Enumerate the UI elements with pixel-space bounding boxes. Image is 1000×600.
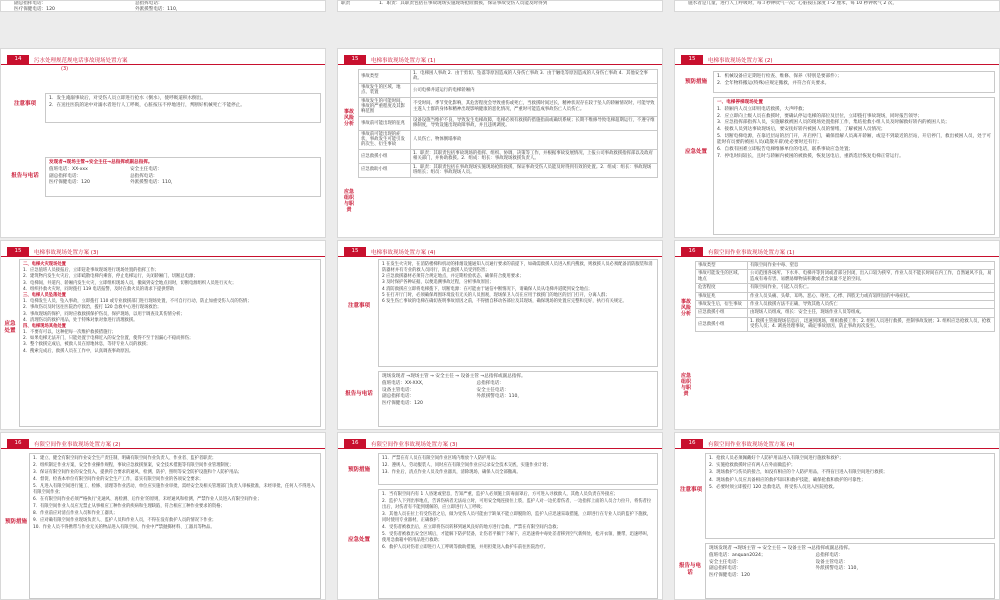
list-item: 3．整个救援完成后，被救人员在原地休息，等待专业人员的救援； — [23, 342, 151, 348]
table-row — [359, 149, 658, 163]
list-item: 1．不要有可以，这种把每一次维护救援措施行； — [23, 330, 116, 336]
section-label: 报告与电话 — [11, 173, 39, 179]
response-box — [713, 97, 995, 235]
table-row — [696, 284, 995, 292]
section-label: 预防措施 — [347, 467, 370, 473]
phone-line: 副总指挥电话： — [382, 394, 415, 400]
slide-16-2 — [0, 432, 326, 600]
list-item: 1．电梯发生人员、坠入事故，立即拨打 110 或专业救援部门进行现场处置，不可自行行动，防止加重受伤人员的伤情； — [23, 299, 252, 305]
table-cell: 公司电梯井道运行的电梯轿厢内 — [411, 83, 658, 97]
phone-line: 外派援警电话：110， — [815, 566, 862, 572]
slide-16-3 — [337, 432, 663, 600]
notes-box — [45, 93, 321, 123]
phone-line: 值班电话：XX-XXX， — [382, 380, 427, 386]
list-item: 3 及时保护各种证据，以便追溯事故过程，分析事故原因； — [382, 280, 494, 286]
table-cell: 事故可能发生的区域、地点 — [696, 270, 748, 284]
list-item: 3．事故现场的保护，同时应救救援保护伤员，保护现场，以用于调查及其伤情分析； — [23, 311, 185, 317]
list-item: 6．救护人员对伤者立即进行人工呼吸等救助措施，并用担架送入救护车前往医院治疗。 — [382, 544, 549, 550]
list-item: 1．抢救人员必须佩戴好个人防护用品进入有限空间进行施救和救护； — [709, 456, 844, 461]
strip-text: 外派援警电话：110， — [134, 6, 181, 12]
list-item: 4 消防救援应立即将电梯拨下，切断电源：在可能由于通信中断情况下，请确保人员从电梯井道爬到安全地点； — [382, 286, 593, 292]
list-item: 4．组织扑救火灾时，同时拨打 119 电话报警，及时在救火员的请求下提供帮助 — [23, 286, 175, 292]
table-row — [696, 309, 995, 317]
slide-16-1 — [674, 240, 1000, 430]
table-cell: 事故类型 — [359, 70, 411, 84]
table-row — [696, 292, 995, 300]
phone-line: 外派援警电话：110， — [129, 180, 176, 186]
table-cell: 不受时间、季节变化影响，其危害程度会导致重伤或死亡，当救援时间过长，精神状况存在较于坠人的轿厢情况时，可能导致主遂人士群的身体和精神出现影响健康的恶化情况，严重时可能造成事故伤亡人员伤亡。 — [411, 97, 658, 116]
table-cell: 1．电梯困人事故 2．由于剪切、坠落等原因造成的人身伤亡事故 3．由于触电等原因造成的人身伤亡事故 4．其他安全事故。 — [411, 70, 658, 84]
table-cell: 有限空间作业中毒、窒息 — [748, 262, 995, 270]
report-flow: 发现者→现场主管→安全主任→总指挥或副总指挥。 — [49, 160, 153, 165]
list-item: 5．受伤者被救出安全区域后，才能解下防护装备，让伤者平躺于下解下，应迅速将中毒处差者移到空气新鲜处，松开衣领、腰带，迅速呼叫，使用急救箱中的用品进行救助； — [382, 531, 652, 543]
phone-line: 医疗保健电话：120 — [49, 180, 90, 186]
list-item: 4．受伤者被救出后，应立即将伤员转移到通风良好的地方进行急救，严禁在有限空间内急救； — [382, 524, 561, 530]
slide-title: 有限空间作业事故现场处置方案 (2) — [34, 441, 121, 448]
phone-line: 安全主任电话： — [476, 387, 509, 393]
section-label: 预防措施 — [684, 79, 707, 85]
slide-15-1 — [337, 48, 663, 238]
table-cell: 人员伤亡、物体倒塌事故 — [411, 130, 658, 149]
table-cell: 事故发生的区域、地点、装置 — [359, 83, 411, 97]
list-item: 5．凡进入有限空间进行施工、检修、清理等作业活动，单位应实施作业审批，需经安全及相关管理部门负责人审核批准，未经审批，任何人不得进入有限空间作业； — [33, 484, 316, 496]
risk-table — [358, 69, 658, 178]
list-item: 1．建立、健全有限空间作业安全生产责任制，明确有限空间作业负责人、作业者、监护者职责； — [33, 456, 217, 461]
table-cell: 应急救援小组 — [696, 317, 748, 331]
slide-15-2 — [674, 48, 1000, 238]
slide-number: 16 — [681, 439, 703, 448]
section-label: 应急处置 — [684, 149, 707, 155]
risk-table — [695, 261, 995, 332]
slide-number: 16 — [7, 439, 29, 448]
list-item: 3．电梯间、井道内、轿厢内发生火灾，立即组织现场人员，撤离到安全地点同时，切断电源组织人员进行灭火； — [23, 280, 237, 286]
table-cell: 事故前可能出现的症状，事故发生可能引发的次生、衍生事故 — [359, 130, 411, 149]
list-item: 1．当有限空间内有 1 人昏迷或窒息，告知严重，监护人必须施上防毒面罩后，方可进入寻救救人，其他人员负责在外接应； — [382, 492, 618, 497]
notes-box — [705, 453, 995, 539]
report-box — [705, 543, 995, 599]
list-item: 10．作业人员不得携带与作业无关的物品进入有限空间，作业中严禁抛掷材料、工器具等物品。 — [33, 525, 215, 531]
table-row — [696, 270, 995, 284]
table-row — [696, 262, 995, 270]
table-cell: 事故发生后，衍生事故 — [696, 301, 748, 309]
slide-title: 电梯事故现场处置方案 (2) — [708, 57, 773, 64]
phone-line: 安全主任电话： — [709, 559, 742, 565]
phone-line: 总指挥电话： — [129, 173, 158, 179]
table-row — [359, 97, 658, 116]
list-item: 1．机械设备应定期进行检查、维修、保养（特别是要部件）； — [717, 74, 842, 79]
side-label: 应急组织与职责 — [344, 189, 355, 213]
slide-title: 电梯事故现场处置方案 (1) — [371, 57, 436, 64]
list-item: 9．应对确有限空间作业现场负责人、监护人员和作业人员，不得在没有救护人员的情况下作业； — [33, 518, 217, 524]
phone-line: 副总指挥电话： — [709, 566, 742, 572]
slide-title: 有限空间作业事故现场处置方案 (3) — [371, 441, 458, 448]
slide-title: 污水处理规范规电话事故现场处置方案 — [34, 57, 128, 64]
section-heading: 四、电梯现场其他处置 — [23, 323, 66, 329]
section-label: 报告与电话 — [678, 563, 701, 576]
list-item: 4．现场救护人员应具备相应的救护知识和救护技能，确保抢救和救护的可靠性； — [709, 477, 866, 483]
list-item: 4．督促、检查本单位有限空间作业的安全生产工作，落实有限空间作业的各项安全要求； — [33, 477, 204, 482]
side-label: 事故风险分析 — [681, 299, 692, 317]
section-heading: 一、电梯停梯现场处置 — [717, 100, 763, 105]
table-row — [696, 301, 995, 309]
slide-title: 有限空间作业事故现场处置方案 (1) — [708, 249, 795, 256]
slide-number: 15 — [7, 247, 29, 256]
slide-title: 电梯事故现场处置方案 (4) — [371, 249, 436, 256]
slide-15-4 — [337, 240, 663, 430]
report-flow: 现场发现者 →现场主管 → 安全主任 → 设备主管 →总指挥或副总指挥。 — [709, 546, 853, 551]
phone-line: 总指挥电话： — [476, 380, 505, 386]
list-item: 3．现场救护与伤员的接合，如没有相应的个人防护用品，不得盲目进入有限空间进行救援； — [709, 470, 888, 476]
table-row — [359, 130, 658, 149]
list-item: 2．事故伤员及时送往医院治疗救治，拨打 120 急救中心进行现场救治； — [23, 305, 162, 311]
list-item: 1 在发生火灾时，在消防楼梯和机动的排烟设施通知人员通行要求的前提下，如确需救援人员进入机内搜救，则救援人员必须配备消防服装和消防器材并有专业的救人员同行，防止救援人员受到伤害； — [382, 262, 653, 273]
top-strip-mid — [337, 0, 663, 12]
table-cell: 危害程度 — [696, 284, 748, 292]
list-item: 3．保证有限空间作业的安全投入，提供符合要求的通风、检测、防护、照明等安全防护设施和个人防护用品； — [33, 470, 242, 475]
list-item: 5．切断电梯电源，在靠近层站的层门开，开启停门，确保留解人员离开轿厢，或是不到最近的层站，开启停门，救出被困人员，处于可能时有员要的被困人员(疏散开辟)处必要时还有行； — [717, 133, 991, 146]
table-cell: 作业人员头痛、头晕、耳鸣、恶心、呕吐、心悸、四肢无力或有较明显的中毒症状。 — [748, 292, 995, 300]
note-line: 2．在送往医院的途中对溺水者进行人工呼吸，心脏按压不停地进行，判断好机械死亡不能停止。 — [49, 102, 245, 108]
slide-subtitle: (3) — [61, 66, 69, 72]
list-item: 2．如果电梯无法开门，只能处置于电梯近入的安全位置，使得不至于因漏心不稳而摔伤； — [23, 336, 194, 342]
strip-text: 总指挥电话： — [134, 1, 163, 6]
notes-box — [378, 259, 658, 367]
section-label: 预防措施 — [5, 519, 28, 525]
table-cell: 公司范围各场所、下水井、电梯井等封闭或者部分封闭，出入口较为狭窄，作业人员不能长时间在内工作，自然通风不良，易造成有毒有害、易燃易爆物质积聚或者含氧量不足的空间。 — [748, 270, 995, 284]
response-box — [378, 489, 658, 599]
table-row — [359, 70, 658, 84]
phone-line: 值班电话：anquan2024； — [709, 552, 766, 558]
list-item: 11．严禁在有人员在有限空间作业区域内堆放个人防护用品； — [382, 456, 500, 461]
section-label: 注意事项 — [13, 101, 36, 107]
slide-number: 16 — [681, 247, 703, 256]
list-item: 2．建筑物内发生火灾后，立即疏散电梯内乘客，停止电梯运行，关闭轿厢门，切断总电源； — [23, 274, 198, 280]
phone-line: 安全主任电话： — [129, 166, 163, 172]
phone-line: 外派援警电话：110， — [476, 394, 523, 400]
phone-line: 总指挥电话： — [815, 552, 844, 558]
slide-number: 15 — [344, 247, 366, 256]
table-cell: 事故征兆 — [696, 292, 748, 300]
list-item: 2 应急救援器材必须符合规定地点，并定期检验状态，确保符合使用要求； — [382, 274, 524, 279]
section-heading: 二、电梯火灾现场处置 — [23, 262, 66, 267]
table-cell: 事故前可能出现的征兆 — [359, 116, 411, 130]
slide-title: 电梯事故现场处置方案 (3) — [34, 249, 99, 256]
list-item: 2．监护人下到出事地点，告诉伤病者无法站立时，可用安全绳连接住上肢，监护人对一边托着伤者，一边指挥上面的人员合力拉升，将伤者拉出后，对伤者有不能到缓解的，应立即进行人工呼吸； — [382, 498, 652, 510]
prevention-box — [378, 453, 658, 485]
slide-number: 14 — [7, 55, 29, 64]
phone-line: 设备主管电话： — [382, 387, 415, 393]
slide-15-3 — [0, 240, 326, 430]
table-cell: 作业人员救援方法不正确，导致其他人员伤亡 — [748, 301, 995, 309]
list-item: 2．组织制定作业方案，安全作业操作规程，事故应急救援预案，安全技术措施等有限空间作业管理制度； — [33, 463, 234, 468]
table-cell: 应急救援小组 — [359, 149, 411, 163]
list-item: 6 发生伤亡事故的电梯在确切查明事故原因之前，不得擅自移动各部位及其现场，确保现场的处置应完整和完好，执行有关规定。 — [382, 299, 627, 305]
list-item: 2．应立即向上级人员在救援时，要确认停运电梯的部位及层位，立即拨打事故现场，同时报告领导； — [717, 113, 923, 119]
table-cell: 应急救助小组 — [359, 163, 411, 177]
strip-text: 施水者是儿童，进行人工呼吸时，每３秒钟吹气一次；心脏按压深度１-2 厘米，每 10 秒钟吹气 2 次， — [688, 1, 897, 6]
table-cell: 事故发生的可能时间、事故的严重程度及其影响范围 — [359, 97, 411, 116]
slide-14 — [0, 48, 326, 238]
prevention-box — [29, 453, 321, 599]
phone-line: 医疗保健电话：120 — [709, 573, 750, 579]
phone-line: 副总指挥电话： — [49, 173, 82, 179]
list-item: 13．作业后，清点作业人员及作业器具，清除现场，确保人员全部撤离。 — [382, 470, 521, 475]
phone-line: 医疗保健电话：120 — [382, 401, 423, 407]
section-label: 报告与电话 — [345, 391, 373, 397]
table-cell: 1. 救援主管接现场信息后，迅速到现场，组织救援工作；2. 组织人员进行救援，控制事故发展；3. 组织应急抢救人员，抢救受伤人员；4. 调查处理事故，确定事故原因，防止事故再次发生。 — [748, 317, 995, 331]
list-item: 4．搜索完成后，救援人员在工作中，认真调查事故原因。 — [23, 348, 134, 354]
side-label: 事故风险分析 — [344, 109, 355, 127]
list-item: 4．清理伤员的救护用品，处于特殊对象对象进行清理救援。 — [23, 317, 138, 323]
table-row — [359, 116, 658, 130]
slide-number: 15 — [681, 55, 703, 64]
section-label: 注意事项 — [347, 303, 370, 309]
list-item: 3．其他人员在拉上有受伤者之后，做为受伤人员可能由于缺氧不能立即脱险的，监护人应迅速采取措施，立即进行在专业人员的监护下施救，同时使用专业器材，正确救护； — [382, 511, 652, 523]
strip-text: 医疗保健电话：120 — [14, 6, 55, 12]
list-item: 2．全年物料搬运(特殊)应规定搬救，并符合有关要求。 — [717, 80, 830, 86]
slide-number: 16 — [344, 439, 366, 448]
table-row — [359, 163, 658, 177]
strip-text: 1．职责：其职责包括在事故现场实施现场抢险救援，保证事故受伤人员能及时得到 — [379, 1, 548, 6]
table-cell: 应急救援小组 — [696, 309, 748, 317]
top-strip-left — [0, 0, 326, 12]
report-flow: 现场发现者 →现场主管 → 安全主任 → 设备主管 →总指挥或副总指挥。 — [382, 374, 526, 379]
list-item: 1．轿厢内人员立即用电话救援，大声呼救； — [717, 106, 808, 112]
list-item: 6．在有限空间作业必须严格执行'先通风、再检测、后作业'的原则，未经通风和检测，严禁作业人员进入有限空间作业； — [33, 497, 262, 503]
table-row — [696, 317, 995, 331]
list-item: 2．实施抢救救援时应有两人在外面做监护； — [709, 463, 796, 469]
table-cell: 1．职责：其职责包括在事故现场实施现场抢险救援，保证事故受伤人员能及时得到有效的处置。2．组成：组长：事故现场班组长；组员：事故现场人员。 — [411, 163, 658, 177]
list-item: 5．必要时须立即拨打 120 急救电话，将受伤人员送入医院抢救。 — [709, 484, 838, 490]
phone-line: 值班电话：XX-xxx — [49, 166, 88, 172]
response-box — [19, 259, 321, 427]
section-label: 应急处置 — [4, 321, 16, 334]
table-cell: 事故类型 — [696, 262, 748, 270]
list-item: 12．遵规人、劳动服装人、同时应在有限空间作业应记录安全技术交底，实施作业计划； — [382, 463, 551, 468]
section-label: 注意事项 — [679, 487, 702, 493]
list-item: 1．应急值班人员接报后，立即赶赴事故现场进行现场处置的指挥工作； — [23, 268, 159, 274]
table-row — [359, 83, 658, 97]
slide-16-4 — [674, 432, 1000, 600]
table-cell: 1．职责：其职责包括事故现场的指挥、组织、协调，决策等工作，并根据事故发展情况，上报公司事故救援指挥部以及政府相关部门，并协助救援。2．组成：组长：事故现场救援负责人。 — [411, 149, 658, 163]
section-heading: 三、电梯人员坠落处置 — [23, 292, 66, 298]
table-cell: 设备设施当维护不良，导致发生电梯故障，电梯必须有救援的措施指南或确切系统；长期不维修导致电梯超期运行，不遵守维修制度，导致设施出现故障事故，并且违规调度。 — [411, 116, 658, 130]
list-item: 6．自救有困难立即报告电梯维修单位的电话，联系事故应急处置； — [717, 146, 854, 152]
report-box — [45, 157, 321, 197]
side-label: 应急组织与职责 — [681, 373, 692, 397]
table-cell: 有限空间作业，引起人员伤亡。 — [748, 284, 995, 292]
list-item: 8．作业前应对清点作业人员和作业工器具； — [33, 511, 118, 517]
top-strip-right — [674, 0, 1000, 12]
phone-line: 设备主管电话： — [815, 559, 848, 565]
strip-text: 副总指挥电话： — [14, 1, 47, 6]
table-cell: 由现场人员组成，组长：安全主任，现场作业人员等组成。 — [748, 309, 995, 317]
slide-number: 15 — [344, 55, 366, 64]
list-item: 7．有限空间作业人员应无禁止从事相应工种作业的疾病和生理缺陷，符合相应工种作业要求的资格； — [33, 504, 225, 510]
list-item: 7．停电时间较长，且时与轿厢内被困的被救援，恢复送电后，重新选层恢复电梯正常运行。 — [717, 153, 904, 159]
note-line: 1．发生淹溺事故后，对受伤人员立即进行抢水（倒水），使呼吸道积水倒出。 — [49, 96, 206, 101]
list-item: 4．接救人员到达事故现场后，要安抚好轿内被困人员的情绪，了解被困人员情况； — [717, 127, 886, 133]
list-item: 3．应急指挥部指挥人员，实施解救被困人员的现场处置指挥工作，集结抢救小组人员及时解救好轿内的被困人员； — [717, 120, 950, 126]
strip-cell: 职责 — [341, 1, 351, 6]
section-label: 应急处置 — [347, 537, 370, 543]
report-box — [378, 371, 658, 427]
prevention-box — [713, 71, 995, 93]
slide-title: 有限空间作业事故现场处置方案 (4) — [708, 441, 795, 448]
list-item: 5 在打开厅门时，必须确保周围环境没有无关的人员围观，现场保卫人员在应用于救援门的地区的层门打开，分离人群； — [382, 292, 610, 298]
